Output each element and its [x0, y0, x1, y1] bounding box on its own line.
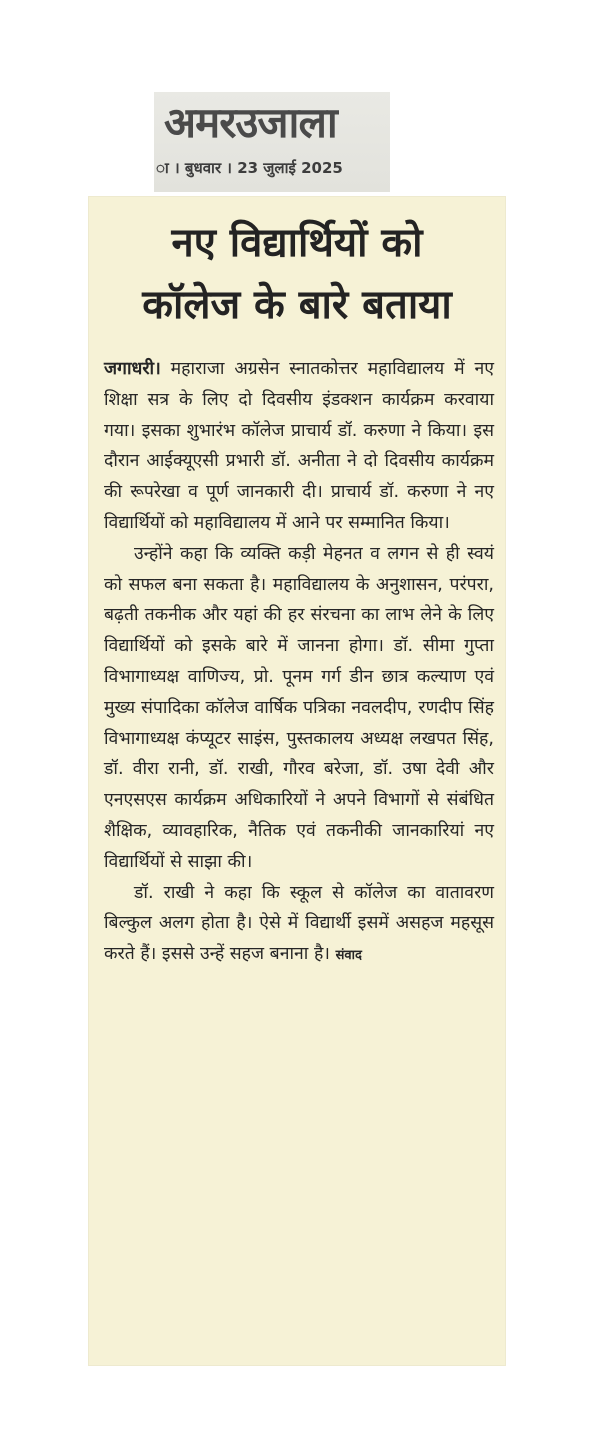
issue-dateline: ा । बुधवार । 23 जुलाई 2025 [156, 159, 343, 177]
headline-line-1: नए विद्यार्थियों को [171, 220, 423, 266]
article-paragraph-1 [104, 354, 494, 539]
dateline-city: जगाधरी। [104, 359, 161, 379]
newspaper-logo: अमरउजाला [164, 98, 337, 147]
article-paragraph-2: उन्होंने कहा कि व्यक्ति कड़ी मेहनत व लगन से ही स्वयं को सफल बना सकता है। महाविद्यालय के अनुशासन, परंपरा, बढ़ती तकनीक और यहां की हर संरचना का लाभ लेने के लिए विद्यार्थियों को इसके बारे में जानना होगा। डॉ. सीमा गुप्ता विभागाध्यक्ष वाणिज्य, प्रो. पूनम गर्ग डीन छात्र कल्याण एवं मुख्य संपादिका कॉलेज वार्षिक पत्रिका नवलदीप, रणदीप सिंह विभागाध्यक्ष कंप्यूटर साइंस, पुस्तकालय अध्यक्ष लखपत सिंह, डॉ. वीरा रानी, डॉ. राखी, गौरव बरेजा, डॉ. उषा देवी और एनएसएस कार्यक्रम अधिकारियों ने अपने विभागों से संबंधित शैक्षिक, व्यावहारिक, नैतिक एवं तकनीकी जानकारियां नए विद्यार्थियों से साझा की। [104, 543, 494, 872]
headline-line-2: कॉलेज के बारे बताया [142, 282, 452, 328]
article-body [104, 354, 494, 972]
news-clipping [88, 196, 506, 1366]
paragraph-3-text: डॉ. राखी ने कहा कि स्कूल से कॉलेज का वातावरण बिल्कुल अलग होता है। ऐसे में विद्यार्थी इसमें असहज महसूस करते हैं। इससे उन्हें सहज बनाना है। [104, 882, 494, 965]
article-headline [88, 212, 506, 336]
paragraph-1-text: महाराजा अग्रसेन स्नातकोत्तर महाविद्यालय में नए शिक्षा सत्र के लिए दो दिवसीय इंडक्शन कार्यक्रम करवाया गया। इसका शुभारंभ कॉलेज प्राचार्य डॉ. करुणा ने किया। इस दौरान आईक्यूएसी प्रभारी डॉ. अनीता ने दो दिवसीय कार्यक्रम की रूपरेखा व पूर्ण जानकारी दी। प्राचार्य डॉ. करुणा ने नए विद्यार्थियों को महाविद्यालय में आने पर सम्मानित किया। [104, 359, 494, 533]
newspaper-masthead [154, 92, 390, 192]
article-paragraph-3 [104, 878, 494, 972]
article-byline: संवाद [335, 948, 362, 964]
